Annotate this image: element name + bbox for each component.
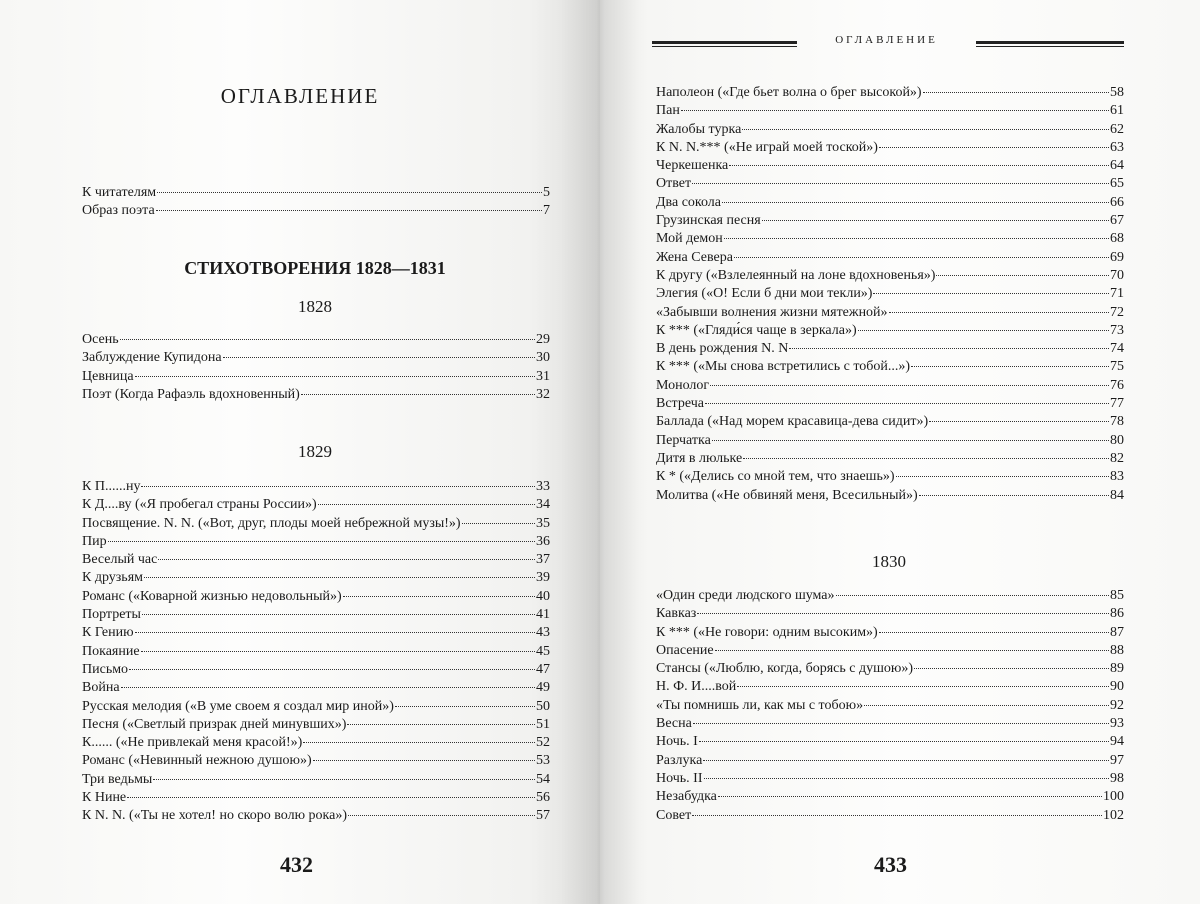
dot-leader [156, 210, 542, 211]
toc-entry [82, 807, 550, 825]
toc-entry-page: 54 [536, 771, 550, 787]
toc-entry-page: 43 [536, 625, 550, 641]
dot-leader [157, 192, 542, 193]
toc-entry-page: 45 [536, 643, 550, 659]
toc-entry-title: К Гению [82, 625, 134, 641]
toc-entry [82, 643, 550, 661]
toc-entry-title: Перчатка [656, 432, 711, 448]
toc-entry-page: 41 [536, 607, 550, 623]
toc-entry-page: 86 [1110, 606, 1124, 622]
toc-entry [656, 84, 1124, 102]
toc-entry-page: 52 [536, 735, 550, 751]
toc-entry-title: Элегия («О! Если б дни мои текли») [656, 286, 873, 302]
dot-leader [303, 742, 535, 743]
toc-entry-title: Письмо [82, 661, 129, 677]
toc-entry [656, 285, 1124, 303]
dot-leader [313, 760, 535, 761]
page-title: ОГЛАВЛЕНИЕ [220, 84, 380, 108]
toc-entry-title: Совет [656, 807, 692, 823]
toc-entry [656, 322, 1124, 340]
toc-entry [656, 121, 1124, 139]
dot-leader [715, 650, 1109, 651]
toc-list-1829 [82, 478, 550, 826]
toc-entry-page: 58 [1110, 85, 1124, 100]
toc-entry [656, 395, 1124, 413]
toc-entry-title: Ночь. I [656, 734, 698, 750]
dot-leader [858, 330, 1109, 331]
toc-entry [82, 569, 550, 587]
toc-entry [656, 340, 1124, 358]
toc-entry-title: Покаяние [82, 643, 140, 659]
toc-entry-title: Ответ [656, 176, 692, 192]
toc-entry-page: 31 [536, 368, 550, 384]
toc-entry-title: К *** («Гляди́ся чаще в зеркала») [656, 322, 857, 338]
toc-entry-title: К П......ну [82, 479, 141, 494]
page-number-left: 432 [280, 852, 313, 877]
toc-entry-title: Веселый час [82, 552, 158, 568]
toc-entry [656, 212, 1124, 230]
toc-entry-title: «Ты помнишь ли, как мы с тобою» [656, 697, 864, 713]
toc-entry-page: 67 [1110, 213, 1124, 229]
toc-entry-page: 34 [536, 497, 550, 513]
toc-entry [82, 496, 550, 514]
toc-entry-title: Кавказ [656, 606, 697, 622]
toc-entry-title: Разлука [656, 752, 703, 768]
toc-entry-page: 88 [1110, 642, 1124, 658]
toc-entry-title: Жалобы турка [656, 121, 742, 137]
toc-entry-title: К читателям [82, 185, 157, 200]
toc-entry-title: К * («Делись со мной тем, что знаешь») [656, 469, 895, 485]
dot-leader [681, 110, 1109, 111]
toc-entry-title: В день рождения N. N [656, 341, 789, 357]
toc-entry-page: 77 [1110, 396, 1124, 412]
dot-leader [121, 687, 535, 688]
toc-entry-page: 68 [1110, 231, 1124, 247]
toc-entry-page: 64 [1110, 158, 1124, 174]
toc-entry-page: 89 [1110, 661, 1124, 677]
dot-leader [704, 778, 1110, 779]
dot-leader [395, 706, 535, 707]
toc-entry-title: Ночь. II [656, 770, 703, 786]
toc-entry [656, 642, 1124, 660]
dot-leader [879, 147, 1109, 148]
toc-entry [656, 660, 1124, 678]
dot-leader [699, 741, 1109, 742]
toc-entry-page: 40 [536, 588, 550, 604]
toc-entry-title: Война [82, 680, 120, 696]
dot-leader [144, 577, 535, 578]
toc-entry [82, 184, 550, 202]
dot-leader [135, 376, 535, 377]
toc-entry-page: 50 [536, 698, 550, 714]
dot-leader [718, 796, 1102, 797]
toc-list-1828 [82, 331, 550, 404]
dot-leader [724, 238, 1109, 239]
toc-entry-page: 35 [536, 515, 550, 531]
running-head-rule-right [976, 41, 1124, 44]
dot-leader [729, 165, 1109, 166]
toc-entry-title: Цевница [82, 368, 134, 384]
toc-entry-title: Незабудка [656, 789, 717, 805]
toc-entry-title: Жена Севера [656, 249, 733, 265]
toc-entry [82, 661, 550, 679]
toc-entry-title: Осень [82, 332, 119, 347]
toc-entry-title: Баллада («Над морем красавица-дева сидит») [656, 414, 929, 430]
toc-entry-title: Русская мелодия («В уме своем я создал мир иной») [82, 698, 394, 714]
toc-entry [656, 139, 1124, 157]
toc-entry [82, 551, 550, 569]
toc-entry-title: Весна [656, 716, 692, 732]
toc-entry-page: 98 [1110, 770, 1124, 786]
toc-entry-title: Монолог [656, 377, 710, 393]
toc-entry-page: 80 [1110, 432, 1124, 448]
dot-leader [343, 596, 535, 597]
toc-entry-title: Пир [82, 533, 107, 549]
toc-entry [82, 624, 550, 642]
dot-leader [141, 486, 535, 487]
toc-entry-title: Н. Ф. И....вой [656, 679, 737, 695]
toc-entry-title: Заблуждение Купидона [82, 350, 222, 366]
toc-entry-page: 47 [536, 661, 550, 677]
dot-leader [693, 723, 1109, 724]
dot-leader [135, 632, 535, 633]
toc-entry [656, 432, 1124, 450]
dot-leader [348, 815, 535, 816]
toc-entry-page: 61 [1110, 103, 1124, 119]
dot-leader [142, 614, 535, 615]
toc-entry [656, 697, 1124, 715]
toc-entry [82, 478, 550, 496]
toc-entry [82, 698, 550, 716]
toc-entry-title: К другу («Взлелеянный на лоне вдохновенья») [656, 267, 936, 283]
toc-entry [82, 202, 550, 220]
toc-entry [656, 194, 1124, 212]
toc-entry-page: 84 [1110, 487, 1124, 503]
toc-entry [656, 358, 1124, 376]
toc-entry-page: 5 [543, 185, 550, 200]
toc-entry-title: Два сокола [656, 194, 722, 210]
toc-entry [656, 377, 1124, 395]
toc-entry-page: 82 [1110, 450, 1124, 466]
toc-entry-title: Романс («Коварной жизнью недовольный») [82, 588, 342, 604]
dot-leader [896, 476, 1109, 477]
year-heading-1828: 1828 [298, 297, 332, 316]
toc-entry [656, 157, 1124, 175]
toc-entry [82, 752, 550, 770]
toc-entry-page: 71 [1110, 286, 1124, 302]
year-heading-1830: 1830 [872, 552, 906, 571]
dot-leader [742, 129, 1109, 130]
dot-leader [936, 275, 1109, 276]
toc-entry-page: 51 [536, 716, 550, 732]
toc-entry-title: Опасение [656, 642, 714, 658]
toc-entry-page: 57 [536, 808, 550, 824]
dot-leader [737, 686, 1109, 687]
toc-entry-page: 56 [536, 790, 550, 806]
toc-entry [82, 515, 550, 533]
dot-leader [153, 779, 535, 780]
dot-leader [919, 495, 1109, 496]
dot-leader [127, 797, 535, 798]
toc-entry-page: 7 [543, 203, 550, 219]
toc-entry-page: 100 [1103, 789, 1124, 805]
dot-leader [158, 559, 535, 560]
toc-entry [656, 587, 1124, 605]
toc-entry [82, 771, 550, 789]
toc-entry [656, 304, 1124, 322]
toc-entry-page: 62 [1110, 121, 1124, 137]
toc-entry-page: 75 [1110, 359, 1124, 375]
toc-entry-page: 33 [536, 479, 550, 494]
toc-entry [656, 752, 1124, 770]
toc-entry [82, 533, 550, 551]
toc-entry-title: Стансы («Люблю, когда, борясь с душою») [656, 661, 913, 677]
toc-entry-title: Посвящение. N. N. («Вот, друг, плоды моей небрежной музы!») [82, 515, 461, 531]
dot-leader [762, 220, 1109, 221]
toc-entry-page: 37 [536, 552, 550, 568]
dot-leader [120, 339, 535, 340]
toc-entry-title: Романс («Невинный нежною душою») [82, 753, 312, 769]
toc-entry-page: 90 [1110, 679, 1124, 695]
toc-entry [82, 386, 550, 404]
toc-entry-title: К друзьям [82, 570, 143, 586]
dot-leader [879, 632, 1109, 633]
dot-leader [710, 385, 1109, 386]
toc-entry-page: 83 [1110, 469, 1124, 485]
toc-entry [82, 588, 550, 606]
toc-entry-page: 36 [536, 533, 550, 549]
toc-entry [82, 789, 550, 807]
dot-leader [129, 669, 535, 670]
toc-entry [656, 249, 1124, 267]
dot-leader [789, 348, 1109, 349]
toc-entry-title: Мой демон [656, 231, 723, 247]
toc-entry [82, 349, 550, 367]
toc-entry-title: Молитва («Не обвиняй меня, Всесильный») [656, 487, 918, 503]
toc-entry-page: 70 [1110, 267, 1124, 283]
dot-leader [923, 92, 1109, 93]
toc-entry-title: «Один среди людского шума» [656, 588, 835, 603]
toc-entry-title: Грузинская песня [656, 213, 761, 229]
toc-entry [656, 175, 1124, 193]
toc-entry [82, 716, 550, 734]
dot-leader [318, 504, 535, 505]
year-heading-1829: 1829 [298, 442, 332, 461]
dot-leader [873, 293, 1109, 294]
toc-entry-page: 94 [1110, 734, 1124, 750]
toc-entry-page: 66 [1110, 194, 1124, 210]
toc-entry-page: 65 [1110, 176, 1124, 192]
toc-entry-page: 97 [1110, 752, 1124, 768]
dot-leader [743, 458, 1109, 459]
toc-entry-page: 87 [1110, 624, 1124, 640]
toc-entry-page: 29 [536, 332, 550, 347]
toc-entry-title: К Нине [82, 790, 127, 806]
toc-entry [656, 487, 1124, 505]
dot-leader [223, 357, 535, 358]
dot-leader [108, 541, 535, 542]
toc-entry-title: Встреча [656, 396, 704, 412]
toc-entry [82, 734, 550, 752]
toc-entry-page: 32 [536, 386, 550, 402]
dot-leader [705, 403, 1109, 404]
toc-entry-page: 53 [536, 753, 550, 769]
dot-leader [703, 760, 1109, 761]
toc-entry [656, 733, 1124, 751]
toc-entry [656, 605, 1124, 623]
running-head-title: ОГЛАВЛЕНИЕ [835, 34, 938, 46]
dot-leader [914, 668, 1109, 669]
dot-leader [141, 651, 535, 652]
dot-leader [722, 202, 1109, 203]
page-number-right: 433 [874, 852, 907, 877]
dot-leader [889, 312, 1109, 313]
toc-entry-page: 93 [1110, 716, 1124, 732]
dot-leader [864, 705, 1109, 706]
toc-entry-title: Дитя в люльке [656, 450, 743, 466]
section-title: СТИХОТВОРЕНИЯ 1828—1831 [184, 258, 446, 278]
toc-entry-title: К *** («Мы снова встретились с тобой...») [656, 359, 911, 375]
toc-entry-page: 39 [536, 570, 550, 586]
toc-entry-page: 69 [1110, 249, 1124, 265]
dot-leader [697, 613, 1109, 614]
dot-leader [347, 724, 535, 725]
dot-leader [462, 523, 535, 524]
toc-entry-page: 78 [1110, 414, 1124, 430]
toc-entry-title: Черкешенка [656, 158, 729, 174]
book-gutter [560, 0, 640, 904]
toc-entry [82, 606, 550, 624]
toc-entry-title: Песня («Светлый призрак дней минувших») [82, 716, 347, 732]
toc-list-intro [82, 184, 550, 221]
toc-entry [656, 678, 1124, 696]
toc-entry-title: К...... («Не привлекай меня красой!») [82, 735, 303, 751]
dot-leader [734, 257, 1109, 258]
toc-entry-title: Три ведьмы [82, 771, 153, 787]
toc-entry [656, 267, 1124, 285]
toc-entry [656, 807, 1124, 825]
toc-entry-page: 85 [1110, 588, 1124, 603]
toc-entry-title: Образ поэта [82, 203, 155, 219]
running-head-rule-left [652, 41, 797, 44]
toc-entry-page: 30 [536, 350, 550, 366]
toc-entry-page: 49 [536, 680, 550, 696]
toc-entry-title: К N. N.*** («Не играй моей тоской») [656, 139, 878, 155]
toc-entry [82, 679, 550, 697]
toc-entry-title: К Д....ву («Я пробегал страны России») [82, 497, 317, 513]
toc-entry [656, 230, 1124, 248]
dot-leader [692, 183, 1109, 184]
toc-entry [656, 770, 1124, 788]
toc-entry [656, 715, 1124, 733]
toc-entry-title: Пан [656, 103, 680, 119]
dot-leader [712, 440, 1109, 441]
toc-entry [82, 368, 550, 386]
toc-entry [656, 102, 1124, 120]
toc-entry [82, 331, 550, 349]
toc-entry-title: «Забывши волнения жизни мятежной» [656, 304, 888, 320]
running-head [652, 36, 1124, 50]
toc-entry-page: 63 [1110, 139, 1124, 155]
toc-entry-page: 73 [1110, 322, 1124, 338]
toc-entry [656, 468, 1124, 486]
dot-leader [911, 366, 1109, 367]
toc-entry [656, 450, 1124, 468]
toc-entry-title: Наполеон («Где бьет волна о брег высокой») [656, 85, 922, 100]
toc-entry [656, 413, 1124, 431]
dot-leader [301, 394, 535, 395]
toc-entry [656, 788, 1124, 806]
toc-entry-title: Портреты [82, 607, 141, 623]
toc-entry-title: К *** («Не говори: одним высоким») [656, 624, 878, 640]
toc-entry-title: Поэт (Когда Рафаэль вдохновенный) [82, 386, 300, 402]
dot-leader [692, 815, 1102, 816]
toc-entry-page: 76 [1110, 377, 1124, 393]
toc-entry [656, 624, 1124, 642]
dot-leader [836, 595, 1109, 596]
toc-list-1829-continued [656, 84, 1124, 505]
toc-entry-page: 74 [1110, 341, 1124, 357]
toc-entry-page: 102 [1103, 807, 1124, 823]
toc-entry-page: 72 [1110, 304, 1124, 320]
dot-leader [929, 421, 1109, 422]
toc-list-1830 [656, 587, 1124, 825]
toc-entry-title: К N. N. («Ты не хотел! но скоро волю рока») [82, 808, 347, 824]
toc-entry-page: 92 [1110, 697, 1124, 713]
